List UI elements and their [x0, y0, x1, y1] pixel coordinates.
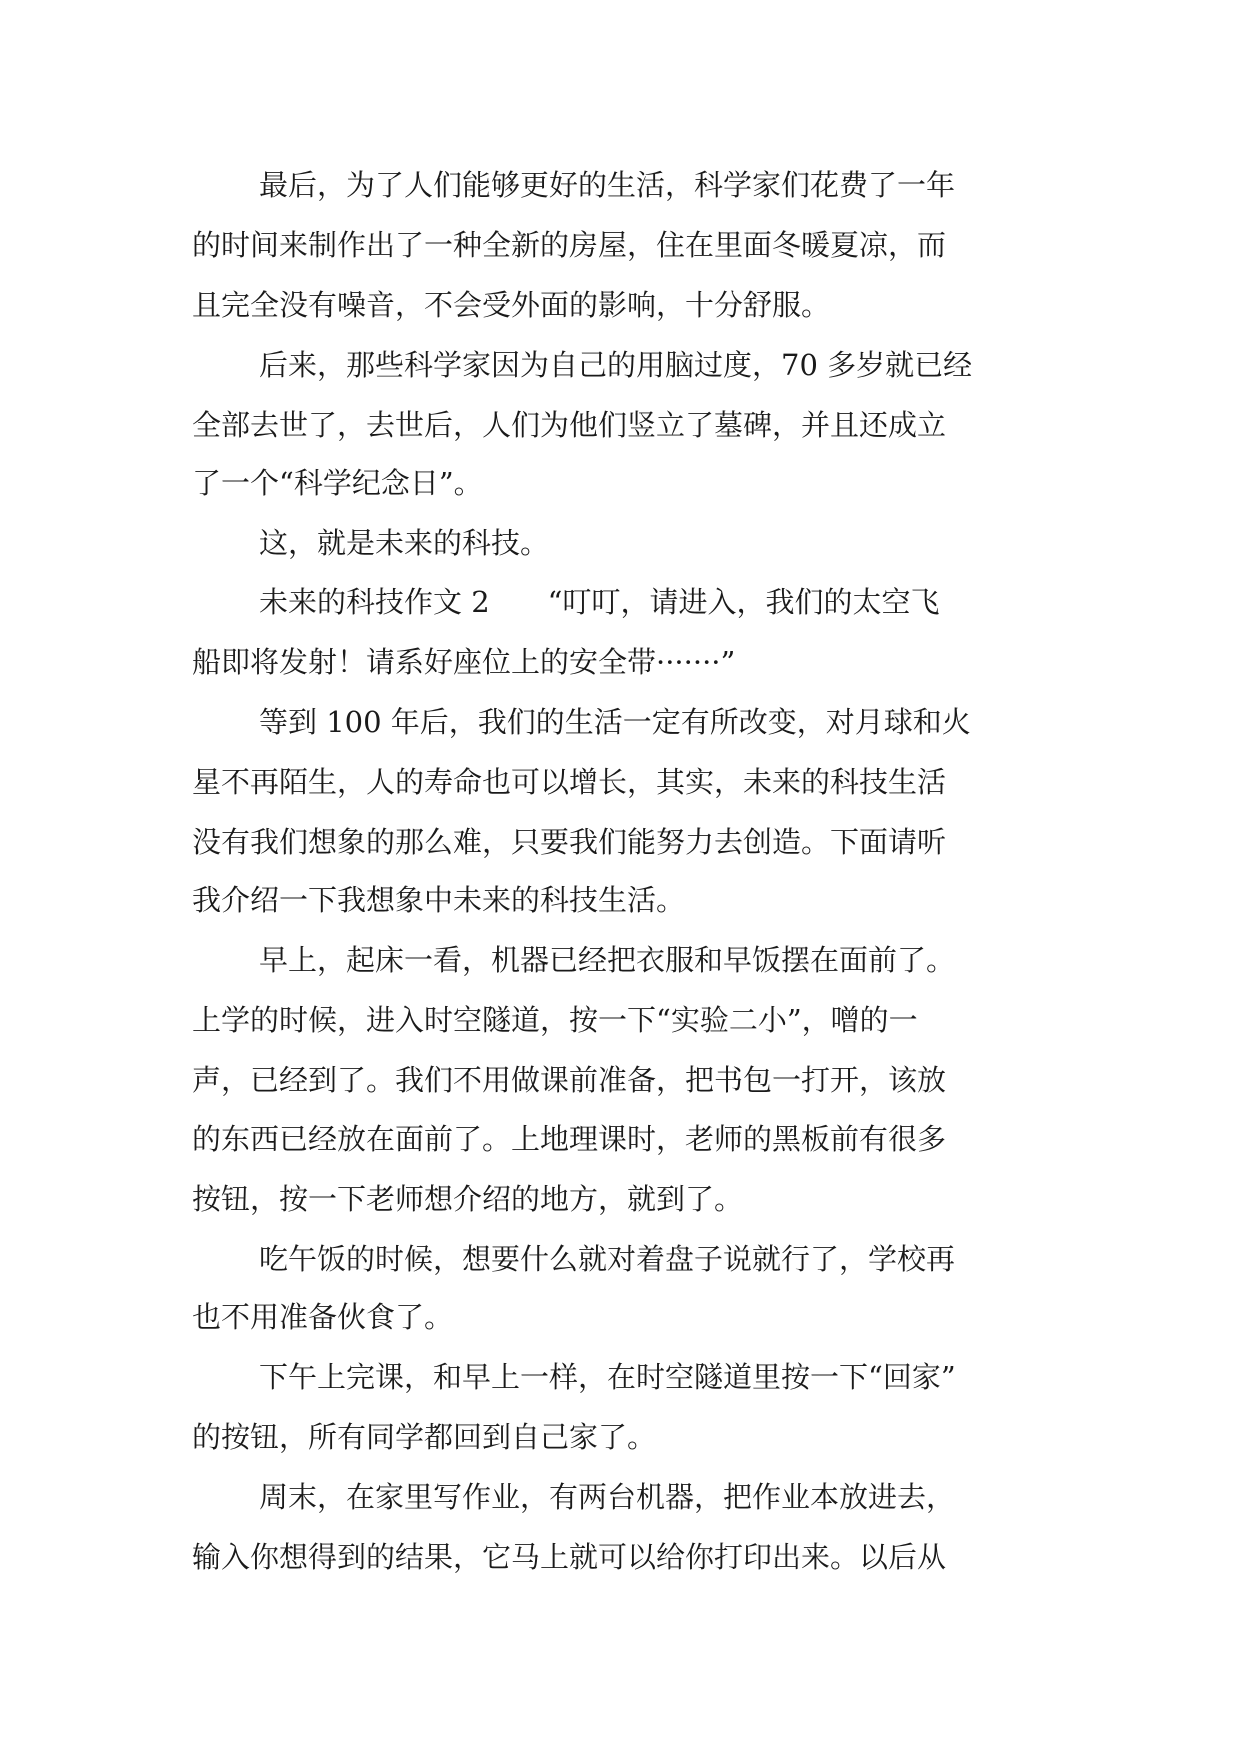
text-line: 早上，起床一看，机器已经把衣服和早饭摆在面前了。: [259, 943, 956, 977]
text-line: 船即将发射！请系好座位上的安全带·······”: [192, 645, 736, 679]
text-line: 我介绍一下我想象中未来的科技生活。: [192, 883, 686, 917]
text-line: 了一个“科学纪念日”。: [192, 466, 483, 500]
text-line: 吃午饭的时候，想要什么就对着盘子说就行了，学校再: [259, 1242, 956, 1276]
text-line: 等到 100 年后，我们的生活一定有所改变，对月球和火: [259, 705, 971, 739]
text-line: 的时间来制作出了一种全新的房屋，住在里面冬暖夏凉，而: [192, 228, 947, 262]
text-line: 输入你想得到的结果，它马上就可以给你打印出来。以后从: [192, 1540, 947, 1574]
text-line: 按钮，按一下老师想介绍的地方，就到了。: [192, 1182, 744, 1216]
text-line: 的东西已经放在面前了。上地理课时，老师的黑板前有很多: [192, 1122, 947, 1156]
text-line: 没有我们想象的那么难，只要我们能努力去创造。下面请听: [192, 825, 947, 859]
text-line: 周末，在家里写作业，有两台机器，把作业本放进去，: [259, 1480, 956, 1514]
text-line: 这，就是未来的科技。: [259, 526, 550, 560]
text-line: 后来，那些科学家因为自己的用脑过度，70 多岁就已经: [259, 348, 973, 382]
text-line: 未来的科技作文 2 “叮叮，请进入，我们的太空飞: [259, 585, 940, 619]
text-line: 最后，为了人们能够更好的生活，科学家们花费了一年: [259, 168, 956, 202]
text-line: 下午上完课，和早上一样，在时空隧道里按一下“回家”: [259, 1360, 956, 1394]
text-line: 上学的时候，进入时空隧道，按一下“实验二小”，噌的一: [192, 1003, 918, 1037]
text-line: 且完全没有噪音，不会受外面的影响，十分舒服。: [192, 288, 831, 322]
text-line: 的按钮，所有同学都回到自己家了。: [192, 1420, 657, 1454]
text-line: 星不再陌生，人的寿命也可以增长，其实，未来的科技生活: [192, 765, 947, 799]
text-line: 全部去世了，去世后，人们为他们竖立了墓碑，并且还成立: [192, 408, 947, 442]
text-line: 也不用准备伙食了。: [192, 1300, 454, 1334]
text-line: 声，已经到了。我们不用做课前准备，把书包一打开，该放: [192, 1063, 947, 1097]
